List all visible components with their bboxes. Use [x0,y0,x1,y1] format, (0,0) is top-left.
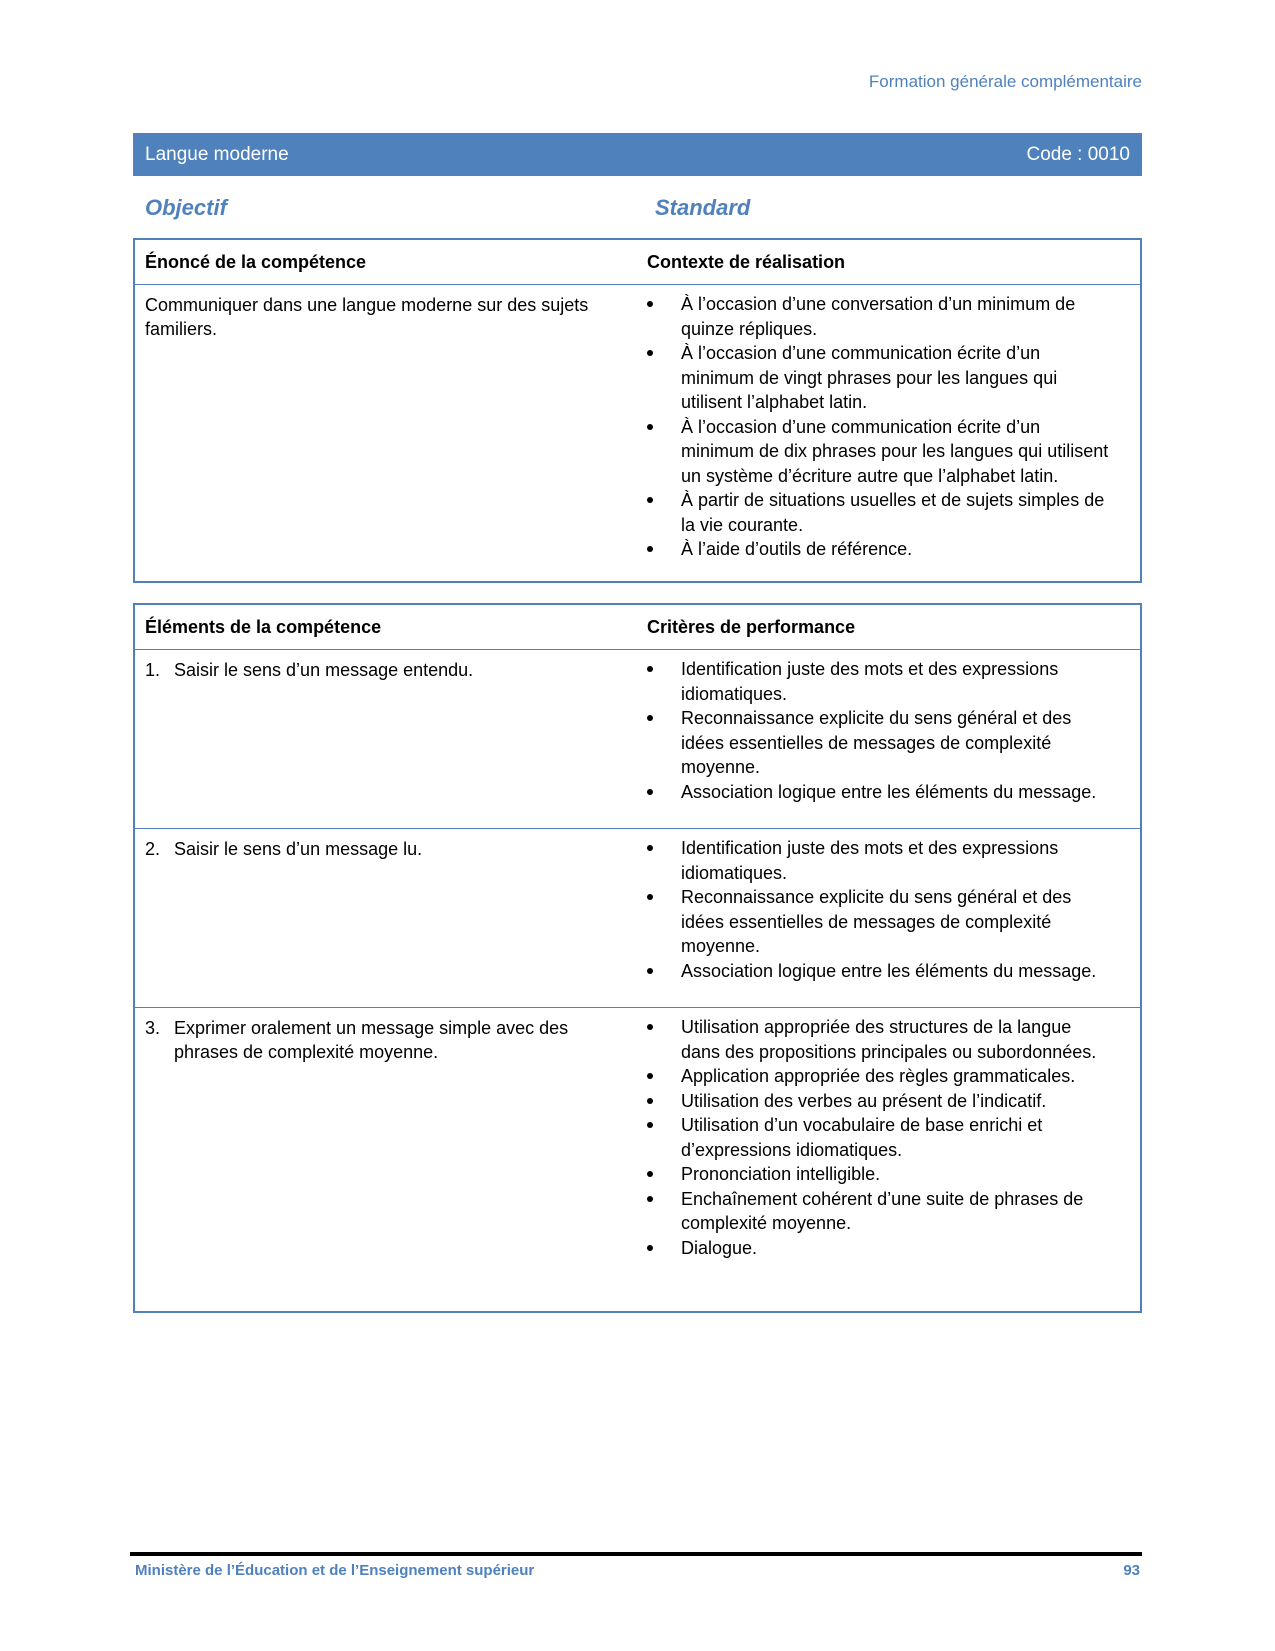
element-number: 1. [145,660,161,680]
col-header-criteres: Critères de performance [647,617,856,637]
list-item: Reconnaissance explicite du sens général et des idées essentielles de messages de complexité moyenne. [645,885,1115,959]
element-text: Exprimer oralement un message simple avec des phrases de complexité moyenne. [174,1018,569,1062]
list-item: Utilisation des verbes au présent de l’indicatif. [645,1089,1115,1114]
list-item: À partir de situations usuelles et de sujets simples de la vie courante. [645,488,1115,537]
list-item: Association logique entre les éléments du message. [645,780,1115,805]
criteria-list-3 [645,1015,1115,1260]
footer-ministry: Ministère de l’Éducation et de l’Enseignement supérieur [135,1562,535,1579]
list-item: Application appropriée des règles grammaticales. [645,1064,1115,1089]
table-divider [135,284,1140,285]
criteria-list-2 [645,836,1115,983]
list-item: Enchaînement cohérent d’une suite de phrases de complexité moyenne. [645,1187,1115,1236]
list-item: Identification juste des mots et des expressions idiomatiques. [645,657,1115,706]
list-item: Reconnaissance explicite du sens général et des idées essentielles de messages de complexité moyenne. [645,706,1115,780]
col-header-elements: Éléments de la compétence [145,617,382,637]
subject-title: Langue moderne [145,144,289,165]
context-list [645,292,1115,562]
list-item: Prononciation intelligible. [645,1162,1115,1187]
list-item: Association logique entre les éléments du message. [645,959,1115,984]
standard-label: Standard [655,195,751,220]
element-1 [145,658,615,682]
list-item: À l’occasion d’une conversation d’un minimum de quinze répliques. [645,292,1115,341]
list-item: Utilisation appropriée des structures de la langue dans des propositions principales ou subordonnées. [645,1015,1115,1064]
element-3 [145,1016,605,1064]
list-item: À l’aide d’outils de référence. [645,537,1115,562]
criteria-list-1 [645,657,1115,804]
footer-rule [130,1552,1142,1556]
element-text: Saisir le sens d’un message entendu. [174,660,474,680]
table-divider [135,649,1140,650]
list-item: À l’occasion d’une communication écrite d’un minimum de dix phrases pour les langues qui utilisent un système d’écriture autre que l’alphabet latin. [645,415,1115,489]
objectif-label: Objectif [145,195,227,220]
page-number: 93 [1123,1562,1140,1579]
table-divider [135,1007,1140,1008]
header-section-title: Formation générale complémentaire [868,72,1142,91]
competence-table [133,238,1142,583]
list-item: Identification juste des mots et des expressions idiomatiques. [645,836,1115,885]
list-item: Utilisation d’un vocabulaire de base enrichi et d’expressions idiomatiques. [645,1113,1115,1162]
table-divider [135,828,1140,829]
list-item: Dialogue. [645,1236,1115,1261]
element-text: Saisir le sens d’un message lu. [174,839,423,859]
col-header-enonce: Énoncé de la compétence [145,252,367,272]
element-number: 3. [145,1018,161,1038]
title-bar [133,133,1142,176]
elements-table [133,603,1142,1313]
element-2 [145,837,615,861]
course-code: Code : 0010 [1026,144,1130,165]
competence-statement: Communiquer dans une langue moderne sur des sujets familiers. [145,295,589,339]
col-header-contexte: Contexte de réalisation [647,252,846,272]
element-number: 2. [145,839,161,859]
list-item: À l’occasion d’une communication écrite d’un minimum de vingt phrases pour les langues qui utilisent l’alphabet latin. [645,341,1115,415]
